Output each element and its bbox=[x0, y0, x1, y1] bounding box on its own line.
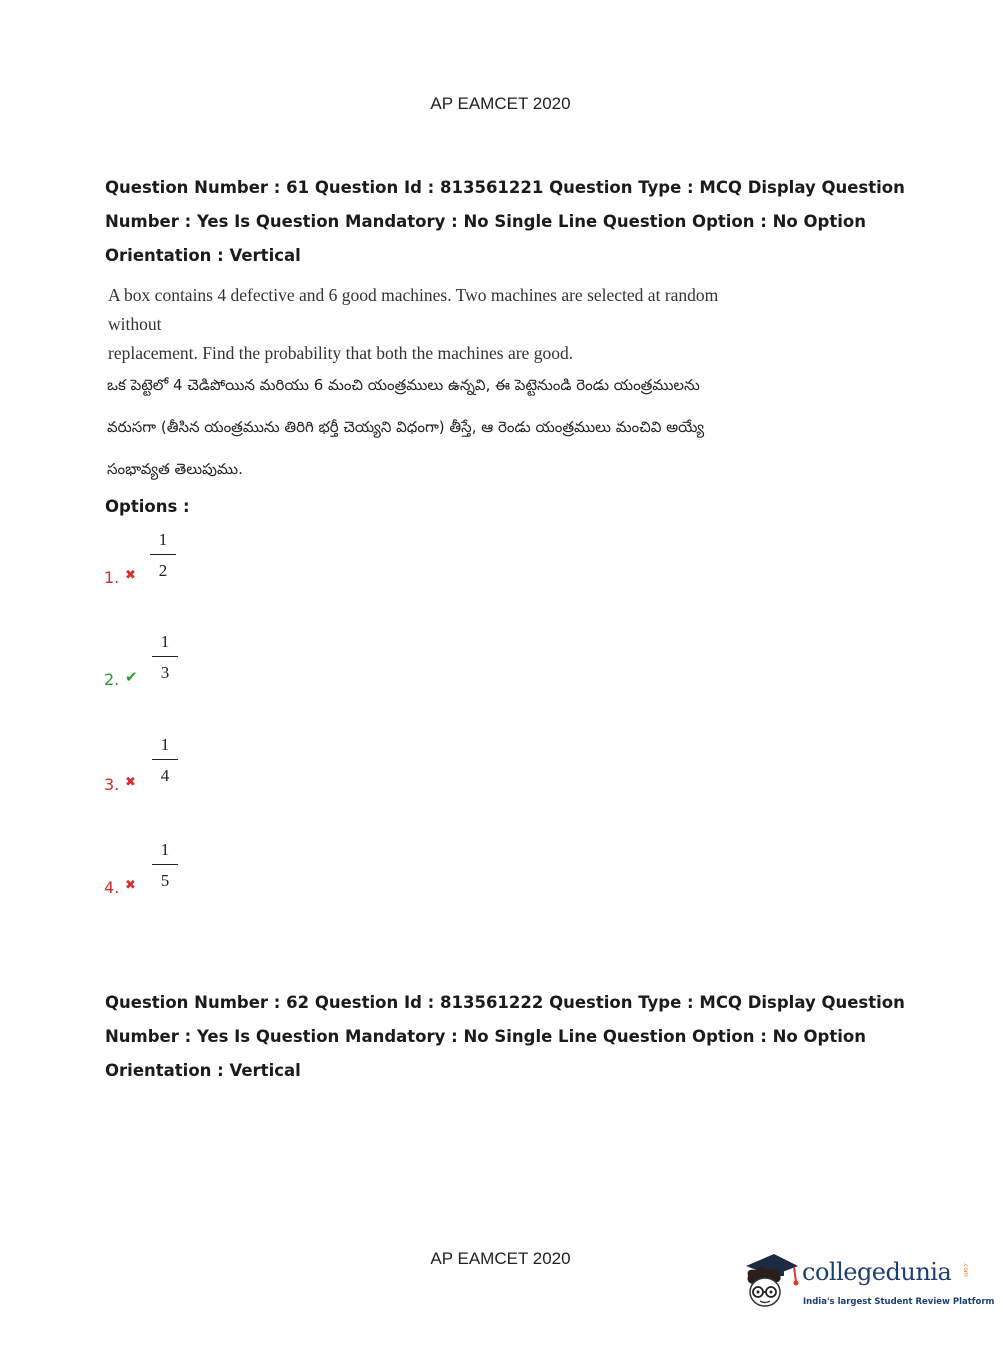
option-number: 4. bbox=[104, 878, 120, 897]
meta-line: Question Number : 62 Question Id : 813561222 Question Type : MCQ Display Question bbox=[105, 993, 905, 1012]
logo-tagline: India's largest Student Review Platform bbox=[803, 1297, 995, 1307]
fraction bbox=[150, 530, 176, 581]
fraction-bar bbox=[152, 864, 178, 865]
fraction bbox=[152, 840, 178, 891]
option-1[interactable] bbox=[104, 530, 304, 600]
option-4[interactable] bbox=[104, 840, 304, 910]
question-text-line: A box contains 4 defective and 6 good machines. Two machines are selected at random without bbox=[108, 285, 719, 334]
mascot-icon bbox=[738, 1250, 800, 1312]
meta-line: Number : Yes Is Question Mandatory : No Single Line Question Option : No Option bbox=[105, 1027, 866, 1046]
fraction-bar bbox=[152, 656, 178, 657]
meta-line: Orientation : Vertical bbox=[105, 1061, 301, 1080]
meta-line: Number : Yes Is Question Mandatory : No Single Line Question Option : No Option bbox=[105, 212, 866, 231]
question-61-text-telugu bbox=[107, 364, 747, 490]
fraction-bar bbox=[152, 759, 178, 760]
page-footer: AP EAMCET 2020 bbox=[430, 1249, 571, 1268]
fraction-denominator: 5 bbox=[160, 871, 170, 890]
cross-icon: ✖ bbox=[125, 775, 136, 790]
fraction-denominator: 3 bbox=[160, 663, 170, 682]
logo-com: .com bbox=[962, 1262, 969, 1277]
question-61-text-english bbox=[108, 281, 748, 368]
check-icon: ✔ bbox=[125, 668, 138, 686]
fraction-numerator: 1 bbox=[158, 530, 168, 549]
fraction-denominator: 4 bbox=[160, 766, 170, 785]
page-header: AP EAMCET 2020 bbox=[430, 94, 571, 113]
option-3[interactable] bbox=[104, 735, 304, 805]
fraction-numerator: 1 bbox=[160, 735, 170, 754]
fraction-bar bbox=[150, 554, 176, 555]
meta-line: Question Number : 61 Question Id : 813561221 Question Type : MCQ Display Question bbox=[105, 178, 905, 197]
question-61-meta bbox=[105, 171, 905, 273]
fraction-denominator: 2 bbox=[158, 561, 168, 580]
cross-icon: ✖ bbox=[125, 568, 136, 583]
option-number: 1. bbox=[104, 568, 120, 587]
collegedunia-logo[interactable] bbox=[738, 1250, 995, 1312]
fraction bbox=[152, 632, 178, 683]
option-number: 2. bbox=[104, 670, 120, 689]
cross-icon: ✖ bbox=[125, 878, 136, 893]
fraction-numerator: 1 bbox=[160, 840, 170, 859]
option-2[interactable] bbox=[104, 632, 304, 702]
fraction bbox=[152, 735, 178, 786]
meta-line: Orientation : Vertical bbox=[105, 246, 301, 265]
question-text-line: సంభావ్యత తెలుపుము. bbox=[107, 460, 243, 478]
options-label: Options : bbox=[105, 497, 190, 516]
question-text-line: వరుసగా (తీసిన యంత్రమును తిరిగి భర్తీ చెయ్యని విధంగా) తీస్తే, ఆ రెండు యంత్రములు మంచివి అయ్యే bbox=[107, 418, 705, 436]
logo-wordmark: collegedunia bbox=[802, 1258, 952, 1286]
question-62-meta bbox=[105, 986, 905, 1088]
option-number: 3. bbox=[104, 775, 120, 794]
question-text-line: replacement. Find the probability that both the machines are good. bbox=[108, 343, 574, 363]
fraction-numerator: 1 bbox=[160, 632, 170, 651]
question-text-line: ఒక పెట్టెలో 4 చెడిపోయిన మరియు 6 మంచి యంత్రములు ఉన్నవి, ఈ పెట్టెనుండి రెండు యంత్రములను bbox=[107, 376, 700, 394]
